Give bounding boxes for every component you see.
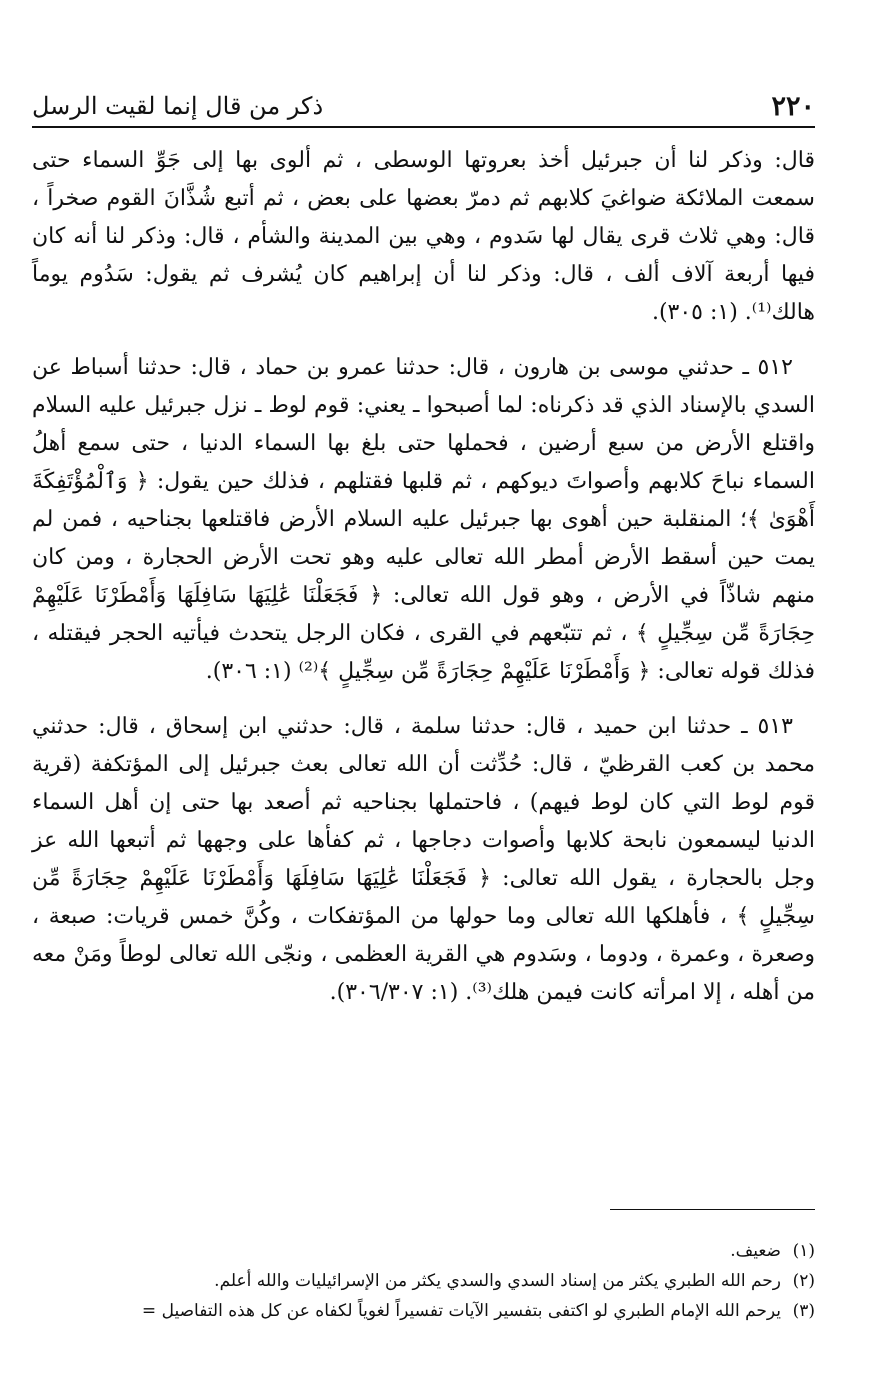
paragraph-3: ٥١٣ ـ حدثنا ابن حميد ، قال: حدثنا سلمة ، قال: حدثني ابن إسحاق ، قال: حدثني محمد بن كعب القرظيّ ، قال: حُدِّثت أن الله تعالى بعث جبرئيل إلى المؤتكفة (قرية قوم لوط التي كان لوط فيهم) ، فاحتملها بجناحيه ثم أصعد بها حتى إن أهل السماء الدنيا ليسمعون نابحة كلابها وأصوات دجاجها ، ثم كفأها على وجهها ثم أتبعها الله عز وجل بالحجارة ، يقول الله تعالى: ﴿ فَجَعَلْنَا عَٰلِيَهَا سَافِلَهَا وَأَمْطَرْنَا عَلَيْهِمْ حِجَارَةً مِّن سِجِّيلٍ ﴾ ، فأهلكها الله تعالى وما حولها من المؤتفكات ، وكُنَّ خمس قريات: صبعة ، وصعرة ، وعمرة ، ودوما ، وسَدوم هي القرية العظمى ، ونجّى الله تعالى لوطاً ومَنْ معه من أهله ، إلا امرأته كانت فيمن هلك⁽³⁾. (١: ٣٠٦/٣٠٧).	[32, 714, 815, 1005]
footnote-text: ضعيف.	[730, 1241, 781, 1261]
paragraph-1: قال: وذكر لنا أن جبرئيل أخذ بعروتها الوسطى ، ثم ألوى بها إلى جَوِّ السماء حتى سمعت الملائكة ضواغيَ كلابهم ثم دمرّ بعضها على بعض ، ثم أتبع شُذَّانَ القوم صخراً ، قال: وهي ثلاث قرى يقال لها سَدوم ، وهي بين المدينة والشأم ، قال: وذكر لنا أنه كان فيها أربعة آلاف ألف ، قال: وذكر لنا أن إبراهيم كان يُشرف ثم يقول: سَدُوم يوماً هالك⁽¹⁾. (١: ٣٠٥).	[32, 148, 816, 325]
footnote-2	[32, 1266, 815, 1296]
footnotes	[32, 1236, 815, 1326]
page-header	[32, 86, 815, 128]
running-title: ذكر من قال إنما لقيت الرسل	[32, 92, 324, 120]
main-text	[32, 142, 815, 1029]
paragraph-2: ٥١٢ ـ حدثني موسى بن هارون ، قال: حدثنا عمرو بن حماد ، قال: حدثنا أسباط عن السدي بالإسناد الذي قد ذكرناه: لما أصبحوا ـ يعني: قوم لوط ـ نزل جبرئيل عليه السلام واقتلع الأرض من سبع أرضين ، فحملها حتى بلغ بها السماء الدنيا ، حتى سمع أهلُ السماء نباحَ كلابهم وأصواتَ ديوكهم ، ثم قلبها فقتلهم ، فذلك حين يقول: ﴿ وَٱلْمُؤْتَفِكَةَ أَهْوَىٰ ﴾؛ المنقلبة حين أهوى بها جبرئيل عليه السلام الأرض فاقتلعها بجناحيه ، فمن لم يمت حين أسقط الأرض أمطر الله تعالى عليه وهو تحت الأرض الحجارة ، ومن كان منهم شاذّاً في الأرض ، وهو قول الله تعالى: ﴿ فَجَعَلْنَا عَٰلِيَهَا سَافِلَهَا وَأَمْطَرْنَا عَلَيْهِمْ حِجَارَةً مِّن سِجِّيلٍ ﴾ ، ثم تتبّعهم في القرى ، فكان الرجل يتحدث فيأتيه الحجر فيقتله ، فذلك قوله تعالى: ﴿ وَأَمْطَرْنَا عَلَيْهِمْ حِجَارَةً مِّن سِجِّيلٍ ﴾⁽²⁾ (١: ٣٠٦).	[32, 355, 815, 684]
footnote-text: يرحم الله الإمام الطبري لو اكتفى بتفسير الآيات تفسيراً لغوياً لكفاه عن كل هذه التفاصيل =	[141, 1301, 781, 1321]
footnote-3	[32, 1296, 815, 1326]
footnote-number: (٢)	[792, 1271, 815, 1291]
page-number: ٢٢٠	[771, 90, 815, 122]
footnote-number: (١)	[792, 1241, 815, 1261]
footnote-divider	[610, 1209, 815, 1210]
footnote-text: رحم الله الطبري يكثر من إسناد السدي والسدي يكثر من الإسرائيليات والله أعلم.	[214, 1271, 781, 1291]
footnote-1	[32, 1236, 815, 1266]
footnote-number: (٣)	[792, 1301, 815, 1321]
